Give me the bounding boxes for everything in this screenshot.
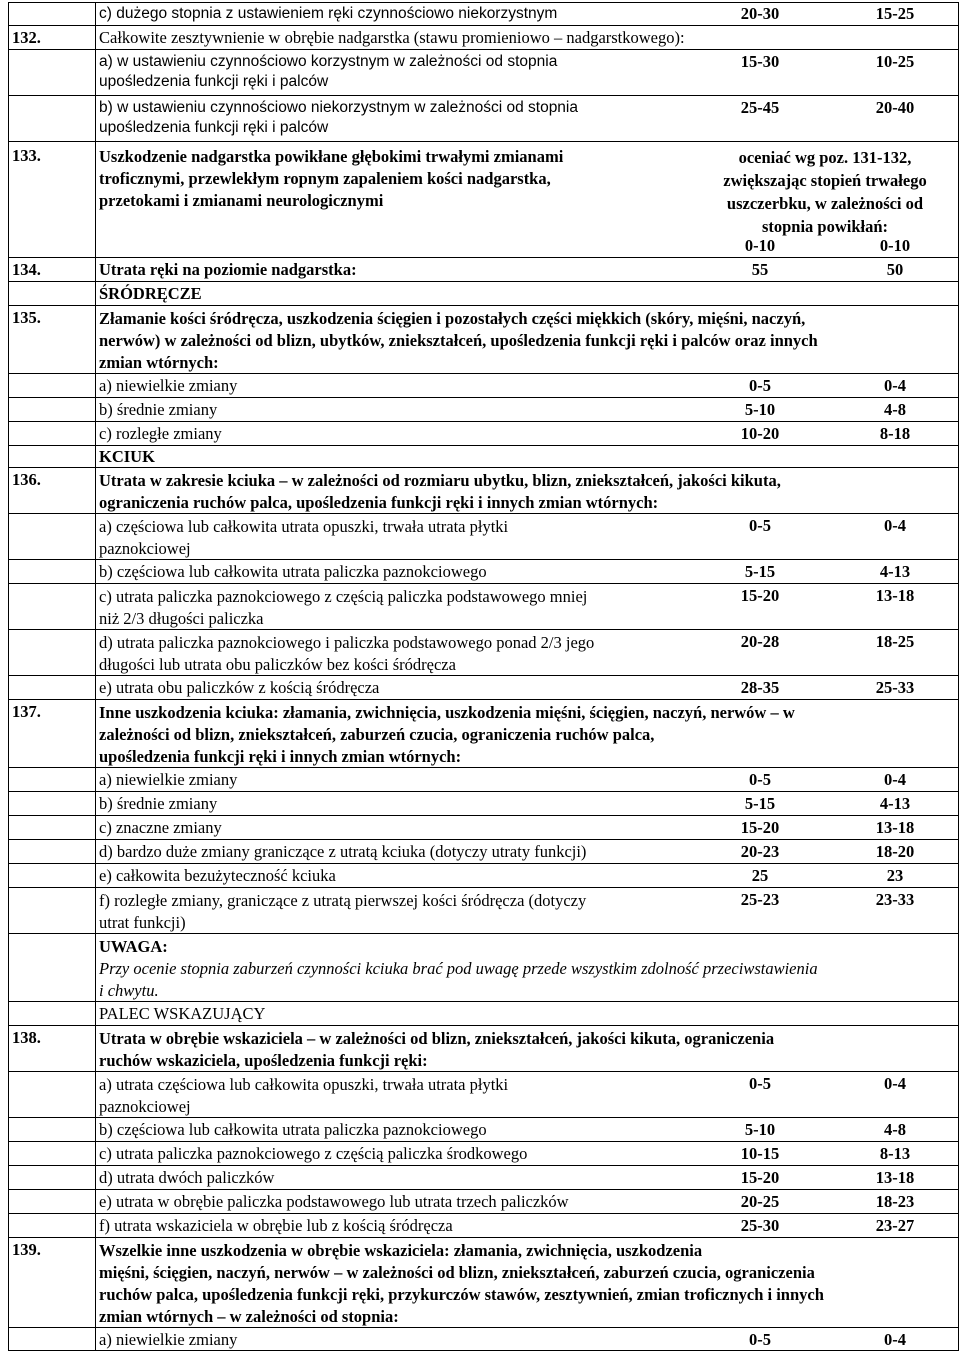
table-row [8, 373, 959, 397]
value-col-1: 15-20 [740, 818, 780, 837]
table-row [8, 1189, 959, 1213]
row-description: a) w ustawieniu czynnościowo korzystnym w zależności od stopnia upośledzenia funkcji ręki i palców [99, 53, 558, 90]
value-col-1: 10-15 [740, 1144, 780, 1163]
value-col-1: 10-20 [740, 424, 780, 443]
value-col-1: 55 [751, 260, 769, 279]
value-col-2: 8-13 [879, 1144, 911, 1163]
table-row [8, 25, 959, 49]
value-col-1: 5-10 [744, 1120, 776, 1139]
value-col-1: 0-5 [749, 1330, 771, 1349]
row-description: e) utrata obu paliczków z kością śródręcza [99, 678, 380, 697]
table-row [8, 2, 959, 25]
row-description: a) niewielkie zmiany [99, 770, 238, 789]
value-col-1: 25-45 [740, 98, 780, 117]
note-block [95, 936, 959, 1002]
table-row [8, 1213, 959, 1237]
table-row [8, 1117, 959, 1141]
table-row [8, 1327, 959, 1351]
item-number: 132. [12, 28, 41, 47]
row-description: c) znaczne zmiany [99, 818, 222, 837]
value-col-2: 23-27 [875, 1216, 915, 1235]
value-col-1: 15-30 [740, 52, 780, 71]
table-row [8, 839, 959, 863]
row-description: e) utrata w obrębie paliczka podstawowego lub utrata trzech paliczków [99, 1192, 569, 1211]
row-description: Całkowite zesztywnienie w obrębie nadgarstka (stawu promieniowo – nadgarstkowego): [99, 28, 685, 47]
table-right-border [958, 2, 959, 1351]
value-col-1: 20-30 [740, 4, 780, 23]
value-col-2: 13-18 [875, 586, 915, 605]
section-heading-row [8, 1001, 959, 1025]
table-row [8, 675, 959, 699]
row-description: d) utrata paliczka paznokciowego i paliczka podstawowego ponad 2/3 jego długości lub utrata obu paliczków bez kości śródręcza [99, 633, 595, 674]
table-row [8, 1237, 959, 1327]
value-col-2: 4-13 [879, 794, 911, 813]
value-col-2: 18-23 [875, 1192, 915, 1211]
value-col-2: 4-8 [884, 1120, 906, 1139]
table-row [8, 397, 959, 421]
value-col-1: 20-23 [740, 842, 780, 861]
row-description: Utrata ręki na poziomie nadgarstka: [99, 260, 357, 279]
row-description: b) częściowa lub całkowita utrata paliczka paznokciowego [99, 562, 487, 581]
row-description: b) średnie zmiany [99, 794, 218, 813]
value-col-2: 0-10 [879, 236, 911, 255]
table-row [8, 1071, 959, 1117]
table-row [8, 421, 959, 445]
row-description: Wszelkie inne uszkodzenia w obrębie wskaziciela: złamania, zwichnięcia, uszkodzenia mięśni, ścięgien, naczyń, nerwów – w zależności od blizn, zniekształceń, zaburzeń czucia, ograniczenia ruchów palca, upośledzenia funkcji ręki, przykurczów stawów, zesztywnień, zmian troficznych i innych zmian wtórnych – w zależności od stopnia: [99, 1241, 824, 1326]
table-row [8, 513, 959, 559]
row-description: b) w ustawieniu czynnościowo niekorzystnym w zależności od stopnia upośledzenia funkcji ręki i palców [99, 99, 578, 136]
value-col-2: 13-18 [875, 818, 915, 837]
row-description: d) utrata dwóch paliczków [99, 1168, 275, 1187]
number-column-divider [95, 2, 96, 1351]
item-number: 133. [12, 146, 41, 165]
table-row [8, 1025, 959, 1071]
value-col-2: 4-13 [879, 562, 911, 581]
table-row [8, 467, 959, 513]
value-col-2: 10-25 [875, 52, 915, 71]
section-heading: PALEC WSKAZUJĄCY [99, 1004, 266, 1023]
item-number: 139. [12, 1240, 41, 1259]
section-heading-row [8, 281, 959, 305]
row-description: a) niewielkie zmiany [99, 376, 238, 395]
row-description: d) bardzo duże zmiany graniczące z utratą kciuka (dotyczy utraty funkcji) [99, 842, 587, 861]
section-heading-row [8, 445, 959, 467]
value-col-1: 5-15 [744, 562, 776, 581]
row-description: c) dużego stopnia z ustawieniem ręki czynnościowo niekorzystnym [99, 5, 558, 22]
value-col-1: 25-30 [740, 1216, 780, 1235]
row-description: b) średnie zmiany [99, 400, 218, 419]
table-row [8, 583, 959, 629]
row-description: Uszkodzenie nadgarstka powikłane głębokimi trwałymi zmianami troficznymi, przewlekłym ropnym zapaleniem kości nadgarstka, przetokami i zmianami neurologicznymi [99, 147, 564, 210]
value-col-1: 25-23 [740, 890, 780, 909]
row-description: f) rozległe zmiany, graniczące z utratą pierwszej kości śródręcza (dotyczy utrat funkcji) [99, 891, 587, 932]
value-col-1: 0-5 [749, 1074, 771, 1093]
item-number: 134. [12, 260, 41, 279]
value-col-2: 0-4 [884, 770, 906, 789]
note-text: i chwytu. [99, 981, 159, 1000]
value-col-1: 15-20 [740, 1168, 780, 1187]
value-col-2: 13-18 [875, 1168, 915, 1187]
value-col-2: 0-4 [884, 376, 906, 395]
table-row [8, 791, 959, 815]
table-row [8, 815, 959, 839]
row-description: b) częściowa lub całkowita utrata paliczka paznokciowego [99, 1120, 487, 1139]
value-col-1: 5-10 [744, 400, 776, 419]
table-row [8, 1141, 959, 1165]
value-col-2: 0-4 [884, 516, 906, 535]
row-description: Złamanie kości śródręcza, uszkodzenia ścięgien i pozostałych części miękkich (skóry, mięśni, naczyń, nerwów) w zależności od blizn, ubytków, zniekształceń, upośledzenia funkcji ręki i palców oraz innych zmian wtórnych: [99, 309, 818, 372]
row-description: c) rozległe zmiany [99, 424, 222, 443]
note-text: Przy ocenie stopnia zaburzeń czynności kciuka brać pod uwagę przede wszystkim zdolność przeciwstawienia [99, 959, 818, 978]
row-description: e) całkowita bezużyteczność kciuka [99, 866, 336, 885]
row-description: a) utrata częściowa lub całkowita opuszki, trwała utrata płytki paznokciowej [99, 1075, 509, 1116]
value-col-1: 25 [751, 866, 769, 885]
assessment-note: oceniać wg poz. 131-132, zwiększając stopień trwałego uszczerbku, w zależności od stopnia powikłań: [723, 148, 927, 236]
table-row [8, 95, 959, 141]
value-col-2: 4-8 [884, 400, 906, 419]
row-description: Utrata w obrębie wskaziciela – w zależności od blizn, zniekształceń, jakości kikuta, ograniczenia ruchów wskaziciela, upośledzenia funkcji ręki: [99, 1029, 775, 1070]
table-row [8, 699, 959, 767]
row-description: f) utrata wskaziciela w obrębie lub z kością śródręcza [99, 1216, 453, 1235]
value-col-2: 20-40 [875, 98, 915, 117]
note-row [8, 933, 959, 1001]
value-col-2: 18-25 [875, 632, 915, 651]
row-description: Utrata w zakresie kciuka – w zależności od rozmiaru ubytku, blizn, zniekształceń, jakości kikuta, ograniczenia ruchów palca, upośledzenia funkcji ręki i innych zmian wtórnych: [99, 471, 781, 512]
value-col-1: 5-15 [744, 794, 776, 813]
table-row [8, 767, 959, 791]
value-col-2: 8-18 [879, 424, 911, 443]
section-heading: KCIUK [99, 447, 155, 466]
table-row [8, 305, 959, 373]
value-col-2: 50 [886, 260, 904, 279]
value-col-1: 0-5 [749, 770, 771, 789]
table-row [8, 257, 959, 281]
value-col-1: 28-35 [740, 678, 780, 697]
table-left-border [8, 2, 9, 1351]
table-row [8, 141, 959, 257]
row-description: c) utrata paliczka paznokciowego z częścią paliczka podstawowego mniej niż 2/3 długości paliczka [99, 587, 588, 628]
value-col-2: 0-4 [884, 1074, 906, 1093]
value-col-2: 25-33 [875, 678, 915, 697]
table-row [8, 887, 959, 933]
item-number: 135. [12, 308, 41, 327]
item-number: 137. [12, 702, 41, 721]
table-row [8, 559, 959, 583]
section-heading: ŚRÓDRĘCZE [99, 284, 202, 303]
note-label: UWAGA: [99, 937, 168, 956]
value-col-1: 20-25 [740, 1192, 780, 1211]
table-row [8, 49, 959, 95]
value-col-1: 0-5 [749, 376, 771, 395]
value-col-1: 20-28 [740, 632, 780, 651]
value-col-1: 15-20 [740, 586, 780, 605]
item-number: 136. [12, 470, 41, 489]
value-col-2: 18-20 [875, 842, 915, 861]
value-col-1: 0-5 [749, 516, 771, 535]
item-number: 138. [12, 1028, 41, 1047]
table-row [8, 863, 959, 887]
table-row [8, 1165, 959, 1189]
row-description: Inne uszkodzenia kciuka: złamania, zwichnięcia, uszkodzenia mięśni, ścięgien, naczyń, nerwów – w zależności od blizn, zniekształceń, zaburzeń czucia, ograniczenia ruchów palca, upośledzenia funkcji ręki i innych zmian wtórnych: [99, 703, 795, 766]
value-col-2: 0-4 [884, 1330, 906, 1349]
value-col-2: 23-33 [875, 890, 915, 909]
table-row [8, 629, 959, 675]
row-description: c) utrata paliczka paznokciowego z częścią paliczka środkowego [99, 1144, 528, 1163]
value-col-1: 0-10 [744, 236, 776, 255]
row-description: a) niewielkie zmiany [99, 1330, 238, 1349]
value-col-2: 23 [886, 866, 904, 885]
row-description: a) częściowa lub całkowita utrata opuszki, trwała utrata płytki paznokciowej [99, 517, 509, 558]
value-col-2: 15-25 [875, 4, 915, 23]
